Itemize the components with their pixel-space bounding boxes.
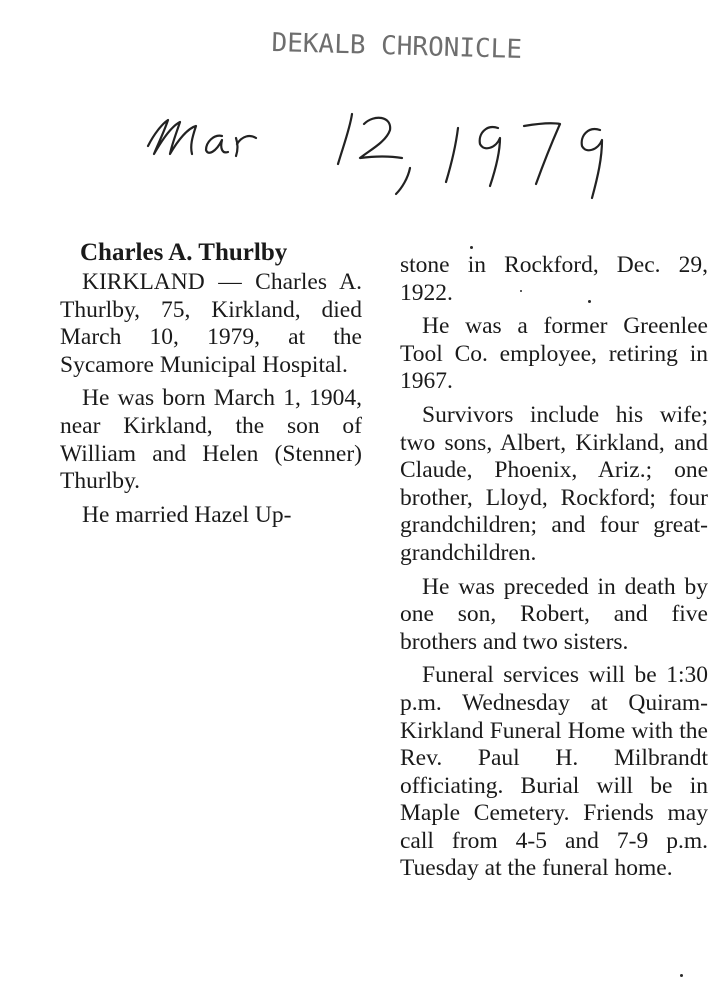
article-column-left bbox=[60, 238, 362, 535]
article-paragraph: He was a former Greenlee Tool Co. employee, retiring in 1967. bbox=[400, 313, 708, 395]
obituary-headline: Charles A. Thurlby bbox=[80, 239, 288, 266]
handwritten-date-drawing bbox=[140, 98, 640, 208]
article-column-right bbox=[400, 252, 708, 889]
newspaper-name-stamp: DEKALB CHRONICLE bbox=[271, 28, 523, 65]
paper-speck bbox=[520, 290, 522, 292]
article-paragraph: KIRKLAND — Charles A. Thurlby, 75, Kirkland, died March 10, 1979, at the Sycamore Municipal Hospital. bbox=[60, 269, 362, 378]
article-paragraph: He was preceded in death by one son, Robert, and five brothers and two sisters. bbox=[400, 573, 708, 655]
paper-speck bbox=[680, 974, 683, 977]
article-paragraph: Survivors include his wife; two sons, Albert, Kirkland, and Claude, Phoenix, Ariz.; one brother, Lloyd, Rockford; four grandchildren; and four great-grandchildren. bbox=[400, 401, 708, 566]
article-paragraph: stone in Rockford, Dec. 29, 1922. bbox=[400, 252, 708, 306]
handwritten-date bbox=[140, 98, 640, 208]
article-paragraph: He married Hazel Up- bbox=[82, 501, 292, 528]
article-paragraph: Funeral services will be 1:30 p.m. Wednesday at Quiram-Kirkland Funeral Home with the Rev. Paul H. Milbrandt officiating. Burial will be in Maple Cemetery. Friends may call from 4-5 and 7-9 p.m. Tuesday at the funeral home. bbox=[400, 662, 708, 882]
article-paragraph: He was born March 1, 1904, near Kirkland, the son of William and Helen (Stenner) Thurlby. bbox=[60, 385, 362, 495]
paper-speck bbox=[470, 246, 473, 249]
paper-speck bbox=[588, 300, 591, 303]
